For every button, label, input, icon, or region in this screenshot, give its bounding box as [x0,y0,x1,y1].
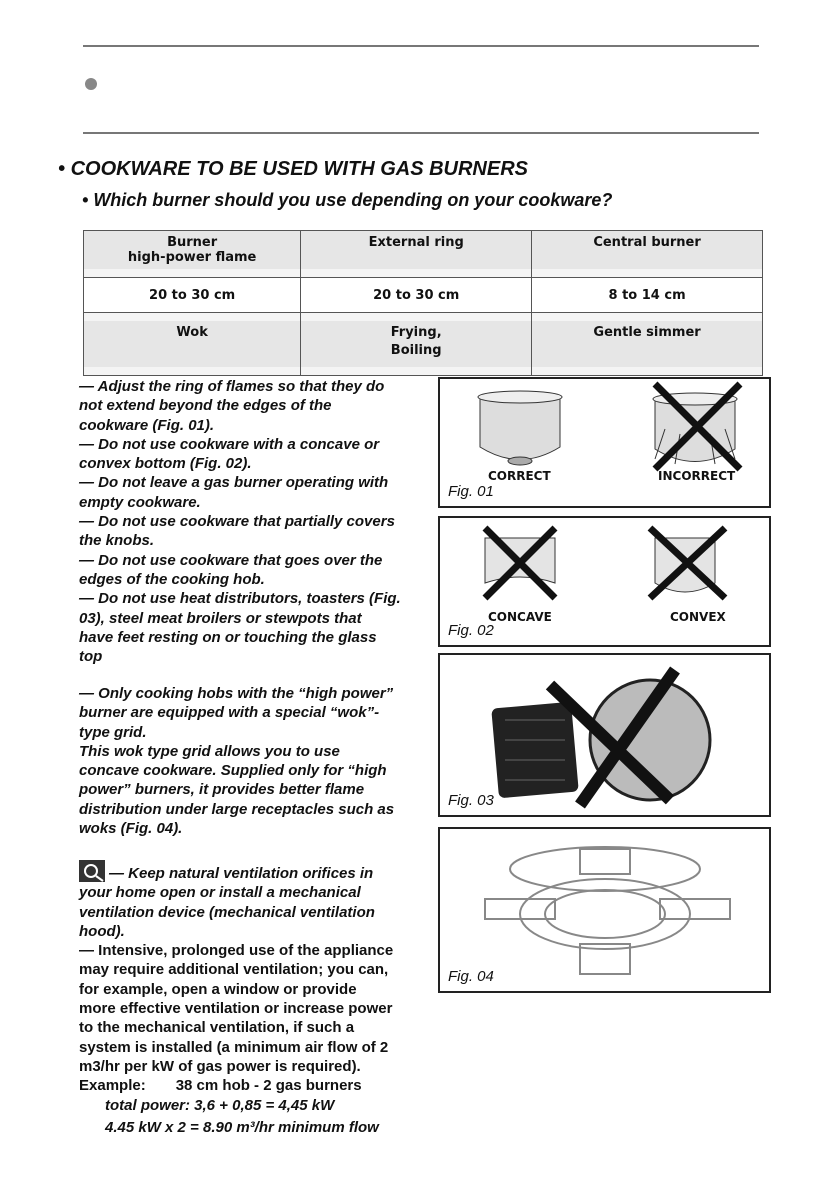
divider [83,45,759,47]
header-burner: Burner [167,235,218,250]
header-burner-sub: high-power flame [127,250,257,265]
figure-04 [438,827,771,993]
figure-caption: Fig. 01 [448,483,494,500]
text-line: distribution under large receptacles such as [79,800,395,818]
text-line: woks (Fig. 04). [79,820,183,838]
text-line: type grid. [79,723,147,741]
text-line: for example, open a window or provide [79,980,357,998]
size-central: 8 to 14 cm [532,278,763,313]
wok-grid-instructions [79,684,424,838]
use-central: Gentle simmer [532,321,763,367]
vent-line: — Keep natural ventilation orifices in [109,865,374,882]
example-value: 38 cm hob - 2 gas burners [175,1077,362,1095]
header-central: Central burner [532,231,763,270]
text-line: — Do not leave a gas burner operating with [79,474,389,492]
section-subtitle: • Which burner should you use depending on your cookware? [82,190,613,210]
example-label: Example: [79,1077,146,1095]
ventilation-instructions [79,860,424,1137]
text-line: — Do not use cookware with a concave or [79,435,380,453]
section-title-text: COOKWARE TO BE USED WITH GAS BURNERS [70,158,528,180]
section-subtitle-text: Which burner should you use depending on your cookware? [93,190,613,210]
text-line: — Do not use cookware that partially covers [79,513,395,531]
vent-line: hood). [79,922,125,940]
figure-caption: Fig. 04 [448,968,494,985]
text-line: power” burners, it provides better flame [79,781,365,799]
text-line: more effective ventilation or increase power [79,1000,393,1018]
burner-table [83,230,763,376]
divider [83,132,759,134]
text-line: m3/hr per kW of gas power is required). [79,1057,361,1075]
use-frying: Frying, [390,325,442,340]
bullet-dot [85,78,97,90]
section-title: • COOKWARE TO BE USED WITH GAS BURNERS [58,158,528,180]
figure-01 [438,377,771,508]
text-line: to the mechanical ventilation, if such a [79,1019,355,1037]
use-burner: Wok [84,321,301,367]
text-line: burner are equipped with a special “wok”- [79,704,380,722]
header-external: External ring [301,231,532,270]
vent-line: ventilation device (mechanical ventilation [79,903,375,921]
label-correct: CORRECT [488,469,551,483]
size-external: 20 to 30 cm [301,278,532,313]
text-line: edges of the cooking hob. [79,570,265,588]
figure-02 [438,516,771,647]
text-line: not extend beyond the edges of the [79,397,332,415]
label-concave: CONCAVE [488,610,552,624]
use-external [301,321,532,367]
magnifier-icon [79,860,105,882]
text-line: 03), steel meat broilers or stewpots that [79,609,362,627]
figure-caption: Fig. 03 [448,792,494,809]
total-power-calc: total power: 3,6 + 0,85 = 4,45 kW [105,1096,335,1114]
text-line: — Adjust the ring of flames so that they do [79,378,385,395]
text-line: have feet resting on or touching the glass [79,628,377,646]
cookware-instructions [79,377,424,666]
text-line: This wok type grid allows you to use [79,742,340,760]
figure-caption: Fig. 02 [448,622,494,639]
label-incorrect: INCORRECT [658,469,736,483]
text-line: cookware (Fig. 01). [79,416,215,434]
vent-line: your home open or install a mechanical [79,884,361,902]
use-boiling: Boiling [390,343,442,358]
text-line: top [79,648,103,666]
size-burner: 20 to 30 cm [84,278,301,313]
figure-03 [438,653,771,817]
min-flow-calc: 4.45 kW x 2 = 8.90 m³/hr minimum flow [105,1118,379,1136]
text-line: empty cookware. [79,493,201,511]
text-line: — Do not use cookware that goes over the [79,551,383,569]
label-convex: CONVEX [670,610,726,624]
text-line: — Only cooking hobs with the “high power” [79,685,394,702]
text-line: — Do not use heat distributors, toasters (Fig. [79,590,401,608]
text-line: concave cookware. Supplied only for “high [79,762,387,780]
text-line: convex bottom (Fig. 02). [79,455,252,473]
text-line: — Intensive, prolonged use of the appliance [79,942,394,960]
text-line: the knobs. [79,532,155,550]
text-line: may require additional ventilation; you can, [79,961,389,979]
text-line: system is installed (a minimum air flow of 2 [79,1038,389,1056]
